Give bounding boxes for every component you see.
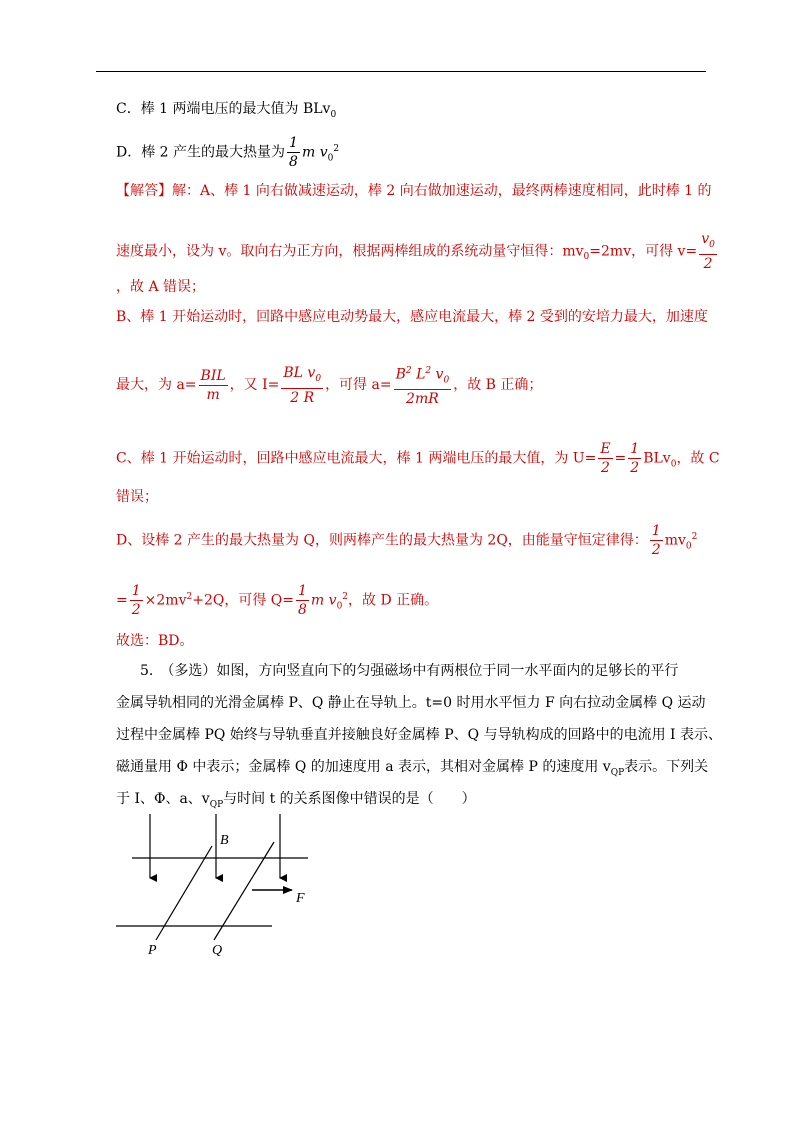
label-b: B	[220, 833, 229, 848]
fraction: $\frac{E}{2}$	[600, 441, 611, 476]
question-line5: 于 I、Φ、a、$v_{QP}$与时间 t 的关系图像中错误的是（ ）	[116, 791, 476, 810]
option-c: C．棒 1 两端电压的最大值为 BLv$_0$	[116, 101, 337, 120]
fraction: $\frac{1}{2}$	[630, 441, 640, 476]
label-f: F	[296, 891, 305, 906]
solution-a-line2: 速度最小，设为 v。取向右为正方向，根据两棒组成的系统动量守恒得：$mv_0=2mv$，可得 v= $\frac{v_0}{2}$	[116, 231, 715, 272]
solution-d-line2: = $\frac{1}{2}$ $\times 2mv^2+2Q$，可得 Q= $\frac{1}{8}$ m $v_0^2$，故 D 正确。	[116, 583, 439, 618]
fraction: $\frac{1}{2}$	[131, 583, 141, 618]
option-d: D．棒 2 产生的最大热量为 $\frac{1}{8}$ m $v_0^2$	[116, 135, 340, 170]
solution-answer: 故选：BD。	[116, 633, 194, 649]
header-rule	[96, 71, 706, 72]
rod-q	[214, 842, 274, 940]
solution-a-line1: 【解答】解：A、棒 1 向右做减速运动，棒 2 向右做加速运动，最终两棒速度相同，此时棒 1 的	[116, 183, 712, 199]
question-line3: 过程中金属棒 PQ 始终与导轨垂直并接触良好金属棒 P、Q 与导轨构成的回路中的电流用 I 表示、	[116, 727, 723, 743]
solution-b-line2: 最大，为 a= $\frac{\text{BIL}}{m}$ ，又 I= $\frac{BL v_0}{2 R}$ ，可得 a= $\frac{B^2 L^2 v_0}{2mR}$ ，故 B 正确；	[116, 362, 542, 408]
question-line1: 5. （多选）如图，方向竖直向下的匀强磁场中有两根位于同一水平面内的足够长的平行	[140, 663, 679, 679]
solution-a-line3: ，故 A 错误；	[116, 279, 206, 295]
solution-d-line1: D、设棒 2 产生的最大热量为 Q，则两棒产生的最大热量为 2Q，由能量守恒定律得： $\frac{1}{2}$ $mv_0^2$	[116, 523, 698, 558]
solution-c-line1: C、棒 1 开始运动时，回路中感应电流最大，棒 1 两端电压的最大值，为 U= $\frac{E}{2}$ = $\frac{1}{2}$ BLv$_0$，故 C	[116, 441, 720, 476]
label-q: Q	[212, 943, 223, 958]
fraction: $\frac{1}{8}$	[289, 135, 298, 170]
solution-tag: 【解答】	[116, 183, 172, 199]
fraction: $\frac{B^2 L^2 v_0}{2mR}$	[394, 362, 452, 408]
question-line4: 磁通量用 Φ 中表示；金属棒 Q 的加速度用 a 表示，其相对金属棒 P 的速度用 $v_{QP}$表示。下列关	[116, 759, 709, 778]
fraction: $\frac{v_0}{2}$	[701, 231, 715, 272]
solution-b-line1: B、棒 1 开始运动时，回路中感应电动势最大，感应电流最大，棒 2 受到的安培力最大，加速度	[116, 309, 708, 325]
question-line2: 金属导轨相同的光滑金属棒 P、Q 静止在导轨上。t=0 时用水平恒力 F 向右拉动金属棒 Q 运动	[116, 695, 706, 711]
fraction: $\frac{1}{2}$	[651, 523, 661, 558]
solution-c-line2: 错误；	[116, 489, 158, 505]
rail-diagram	[112, 808, 312, 958]
label-p: P	[148, 943, 157, 958]
fraction: $\frac{BL v_0}{2 R}$	[283, 364, 322, 406]
fraction: $\frac{1}{8}$	[298, 583, 307, 618]
fraction: $\frac{\text{BIL}}{m}$	[200, 367, 226, 403]
